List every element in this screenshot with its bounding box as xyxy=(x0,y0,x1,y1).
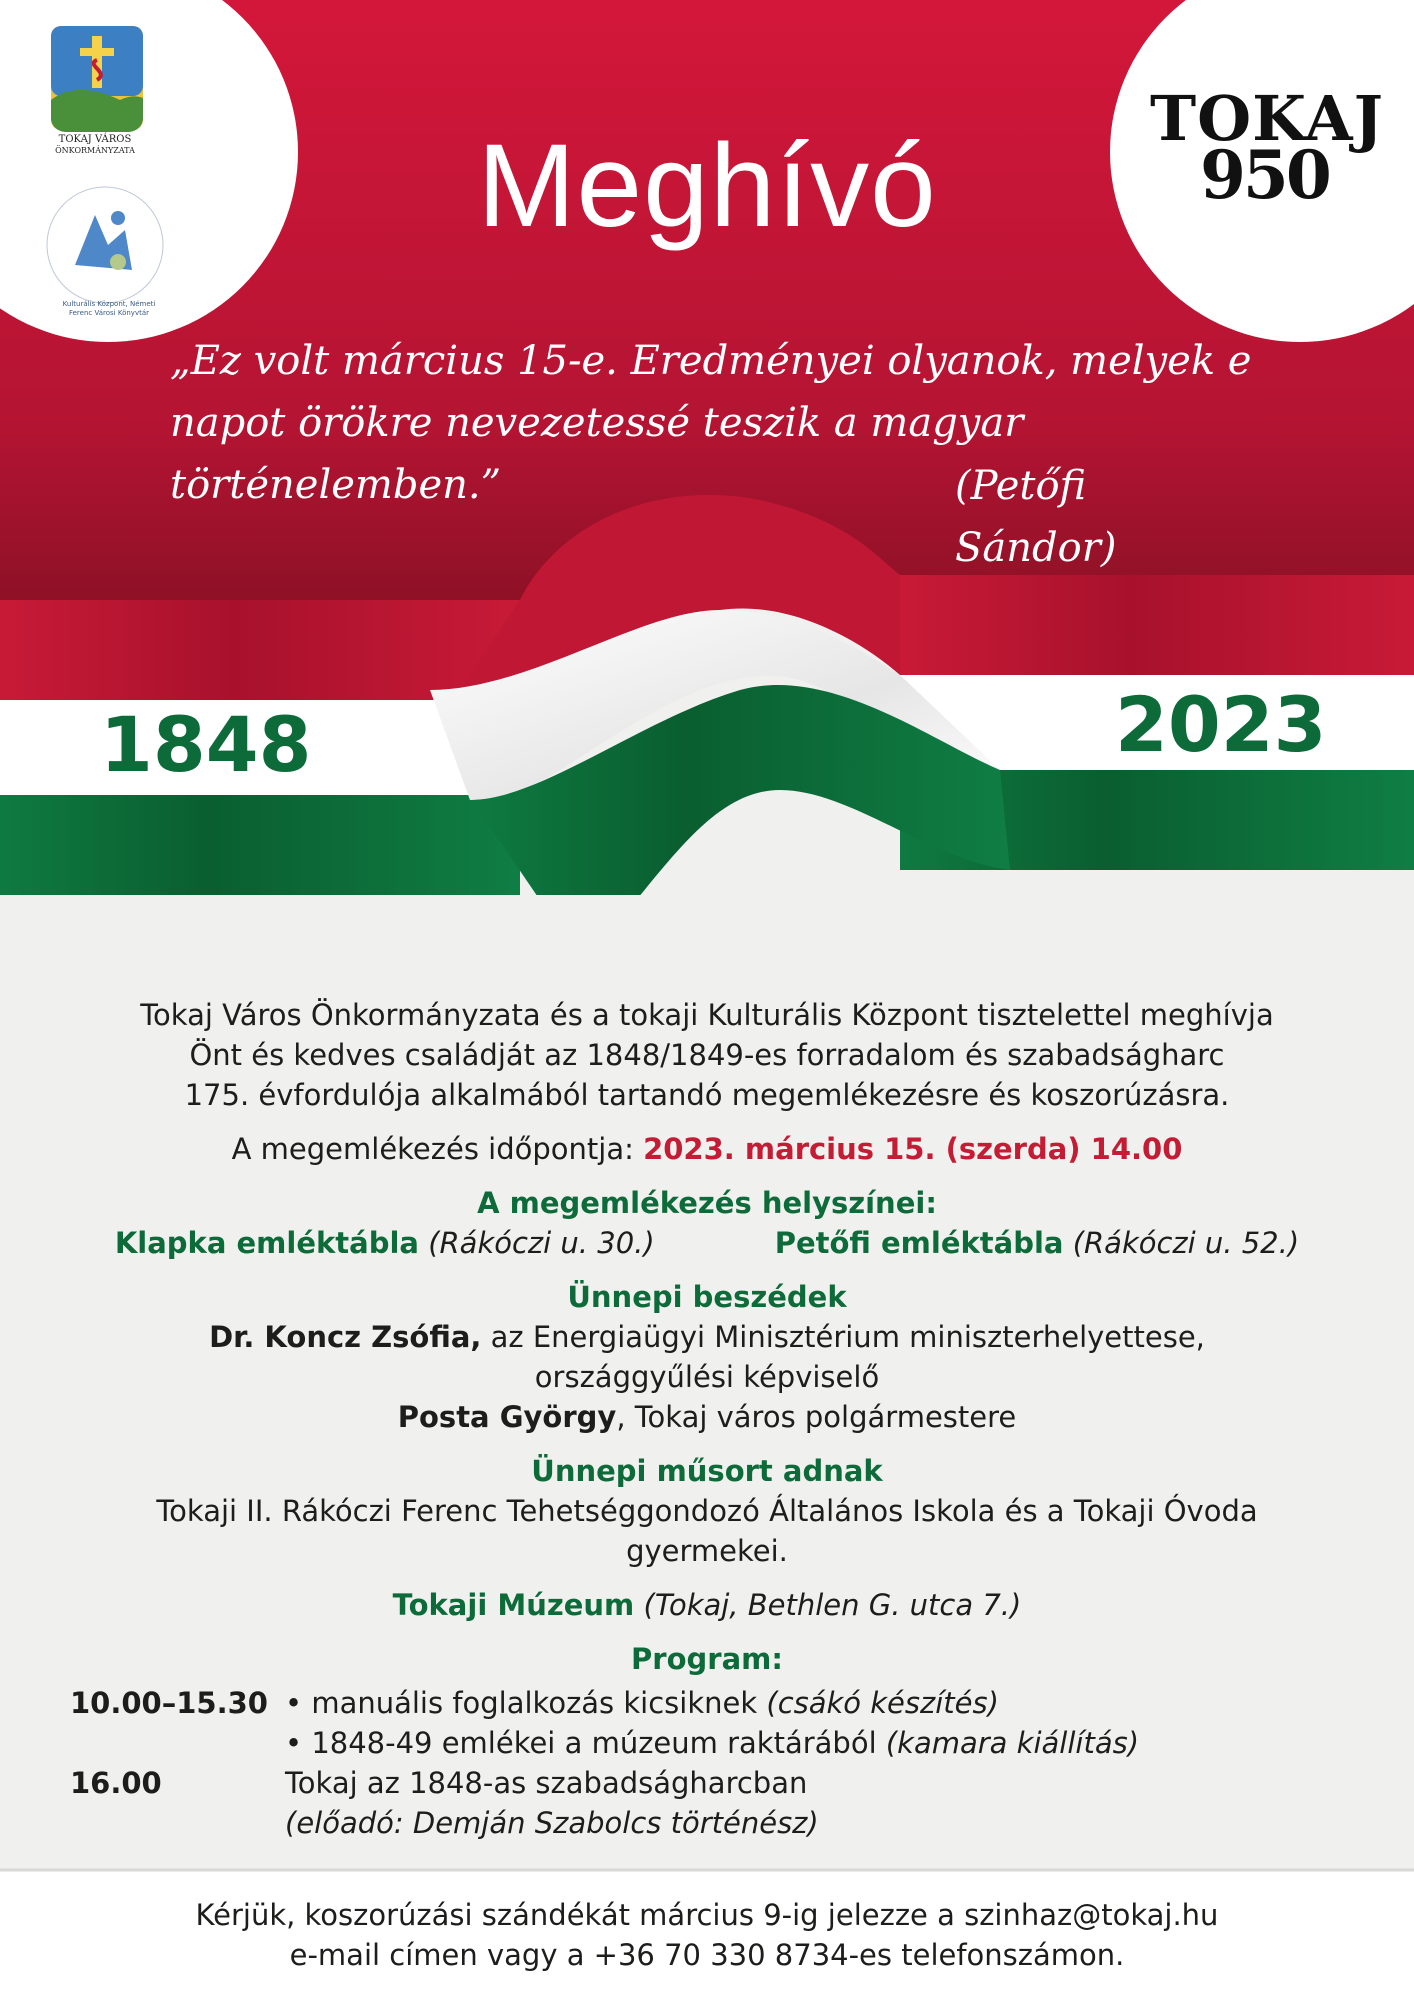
program-item-2-text: • 1848-49 emlékei a múzeum raktárából xyxy=(285,1726,886,1760)
program-item xyxy=(285,1683,999,1723)
program-row xyxy=(70,1763,1370,1843)
museum xyxy=(60,1585,1354,1625)
program-item xyxy=(285,1763,819,1843)
invitation-line-1: Tokaj Város Önkormányzata és a tokaji Kulturális Központ tisztelettel meghívja xyxy=(140,998,1274,1032)
quote-line-2: napot örökre nevezetessé teszik a magyar történelemben.” xyxy=(170,400,1024,508)
program-item-1-note: (csákó készítés) xyxy=(766,1686,999,1720)
footer-contact xyxy=(0,1895,1414,1975)
program-row xyxy=(70,1723,1370,1763)
speaker-2-role: , Tokaj város polgármestere xyxy=(616,1400,1017,1434)
program-row xyxy=(70,1683,1370,1723)
performance-line-2: gyermekei. xyxy=(626,1534,788,1568)
location-petofi-name: Petőfi emléktábla xyxy=(774,1226,1064,1260)
program-item-1-text: • manuális foglalkozás kicsiknek xyxy=(285,1686,767,1720)
performance-heading: Ünnepi műsort adnak xyxy=(531,1454,883,1488)
quote-author: (Petőfi Sándor) xyxy=(955,463,1117,571)
program-item-3-note: (előadó: Demján Szabolcs történész) xyxy=(285,1806,819,1840)
invitation-content xyxy=(60,995,1354,1679)
program-item-2-note: (kamara kiállítás) xyxy=(885,1726,1140,1760)
city-logo-caption-line1: TOKAJ VÁROS xyxy=(58,134,132,145)
event-time-value: 2023. március 15. (szerda) 14.00 xyxy=(643,1132,1183,1166)
location-klapka-name: Klapka emléktábla xyxy=(114,1226,419,1260)
speaker-2-name: Posta György xyxy=(397,1400,617,1434)
tokaj950-logo-word: TOKAJ xyxy=(1150,82,1384,155)
speaker-1-role: az Energiaügyi Minisztérium miniszterhelyettese, xyxy=(481,1320,1205,1354)
location-petofi-address: (Rákóczi u. 52.) xyxy=(1063,1226,1300,1260)
program-time-1: 10.00–15.30 xyxy=(70,1686,268,1720)
program-item xyxy=(285,1723,1139,1763)
locations-heading: A megemlékezés helyszínei: xyxy=(477,1186,937,1220)
speaker-1-role-2: országgyűlési képviselő xyxy=(534,1360,880,1394)
invitation-line-3: 175. évfordulója alkalmából tartandó megemlékezésre és koszorúzásra. xyxy=(184,1078,1230,1112)
performance-line-1: Tokaji II. Rákóczi Ferenc Tehetséggondozó Általános Iskola és a Tokaji Óvoda xyxy=(156,1494,1258,1528)
tokaj950-logo-number: 950 xyxy=(1200,136,1329,214)
invitation-line-2: Önt és kedves családját az 1848/1849-es forradalom és szabadságharc xyxy=(189,1038,1225,1072)
coat-of-arms-icon xyxy=(51,26,143,132)
event-time-label: A megemlékezés időpontja: xyxy=(231,1132,644,1166)
location-petofi xyxy=(775,1223,1299,1263)
speaker-2 xyxy=(60,1397,1354,1437)
circle-logo-text: Kulturális Központ, Németi Ferenc Városi Könyvtár xyxy=(62,300,156,317)
program-item-3-text: Tokaj az 1848-as szabadságharcban xyxy=(285,1766,808,1800)
program-list xyxy=(70,1683,1370,1843)
year-1848: 1848 xyxy=(100,700,312,789)
program-heading: Program: xyxy=(631,1642,783,1676)
footer-line-1: Kérjük, koszorúzási szándékát március 9-ig jelezze a szinhaz@tokaj.hu xyxy=(195,1898,1219,1932)
location-klapka xyxy=(115,1223,655,1263)
museum-address: (Tokaj, Bethlen G. utca 7.) xyxy=(634,1588,1022,1622)
footer-line-2: e-mail címen vagy a +36 70 330 8734-es telefonszámon. xyxy=(289,1938,1125,1972)
speeches-heading: Ünnepi beszédek xyxy=(567,1280,847,1314)
speaker-1-name: Dr. Koncz Zsófia, xyxy=(209,1320,482,1354)
speaker-1 xyxy=(60,1317,1354,1357)
event-time xyxy=(60,1129,1354,1169)
program-time-2: 16.00 xyxy=(70,1766,162,1800)
year-2023: 2023 xyxy=(1115,680,1327,769)
location-klapka-address: (Rákóczi u. 30.) xyxy=(419,1226,655,1260)
quote-line-1: „Ez volt március 15-e. Eredményei olyanok, melyek e xyxy=(170,338,1252,384)
locations-list xyxy=(60,1223,1354,1263)
city-logo-caption-line2: ÖNKORMÁNYZATA xyxy=(55,146,135,155)
museum-name: Tokaji Múzeum xyxy=(392,1588,635,1622)
page-title: Meghívó xyxy=(477,120,937,252)
